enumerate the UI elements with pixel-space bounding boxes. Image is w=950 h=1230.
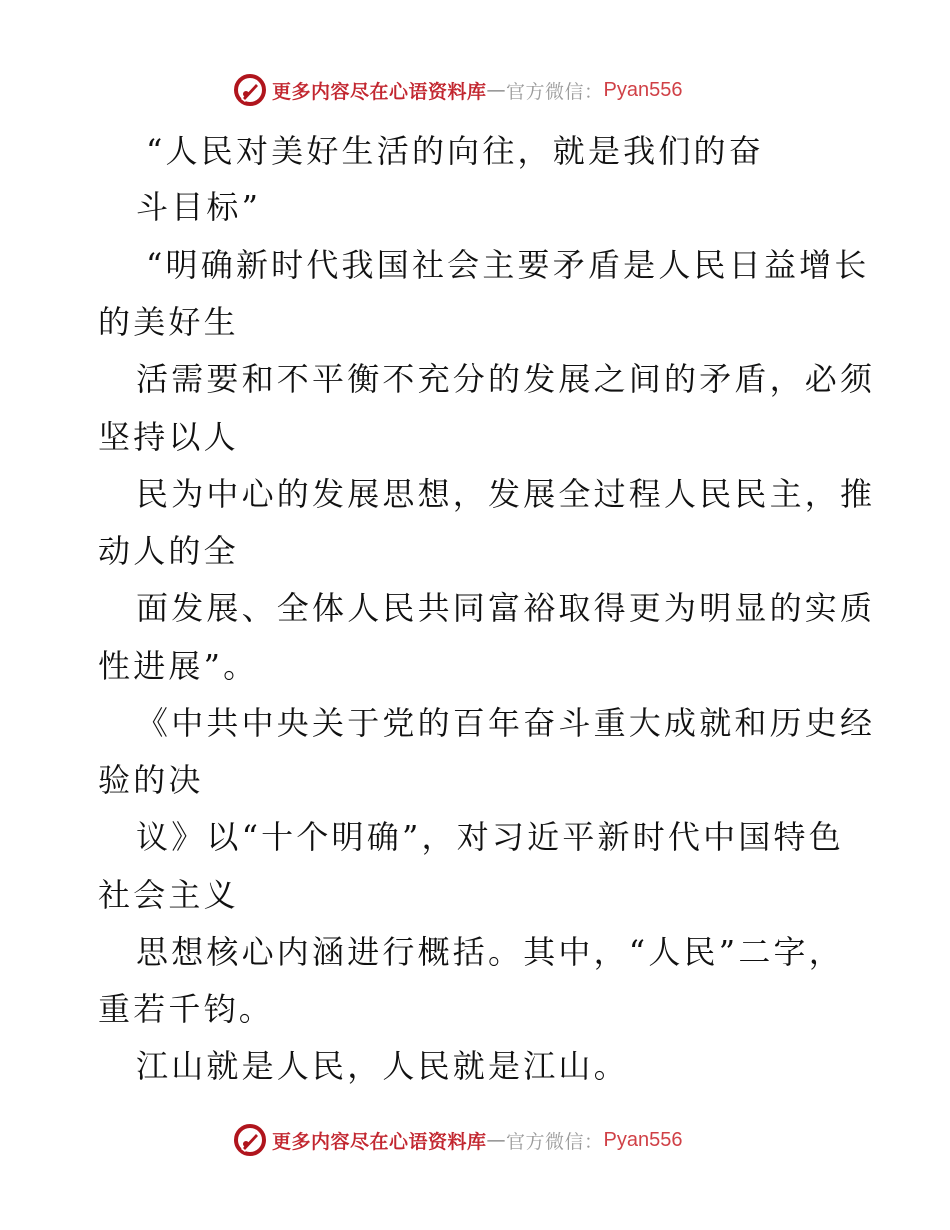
watermark-wechat-id: Pyan556 bbox=[603, 78, 683, 101]
text-line-7: 民为中心的发展思想，发展全过程人民民主，推 bbox=[136, 475, 876, 513]
text-line-2: 斗目标” bbox=[136, 188, 262, 226]
watermark-label: 官方微信： bbox=[506, 80, 604, 103]
text-line-15: 思想核心内涵进行概括。其中，“人民”二字， bbox=[136, 933, 844, 971]
text-line-14: 社会主义 bbox=[98, 876, 239, 914]
watermark-dash: — bbox=[486, 1129, 507, 1151]
text-line-9: 面发展、全体人民共同富裕取得更为明显的实质 bbox=[136, 589, 876, 627]
text-line-17: 江山就是人民，人民就是江山。 bbox=[136, 1047, 629, 1085]
pen-logo-icon bbox=[232, 72, 268, 108]
header-watermark bbox=[232, 72, 683, 108]
watermark-dash: — bbox=[486, 79, 507, 101]
text-line-3: “明确新时代我国社会主要矛盾是人民日益增长 bbox=[146, 246, 870, 284]
watermark-label: 官方微信： bbox=[506, 1130, 604, 1153]
text-line-12: 验的决 bbox=[98, 761, 204, 799]
text-line-5: 活需要和不平衡不充分的发展之间的矛盾，必须 bbox=[136, 360, 876, 398]
watermark-main-text: 更多内容尽在心语资料库 bbox=[272, 80, 487, 103]
text-line-16: 重若千钧。 bbox=[98, 990, 275, 1028]
watermark-wechat-id: Pyan556 bbox=[603, 1128, 683, 1151]
text-line-4: 的美好生 bbox=[98, 303, 239, 341]
watermark-main-text: 更多内容尽在心语资料库 bbox=[272, 1130, 487, 1153]
text-line-6: 坚持以人 bbox=[98, 418, 239, 456]
text-line-10: 性进展”。 bbox=[98, 647, 259, 685]
text-line-11: 《中共中央关于党的百年奋斗重大成就和历史经 bbox=[136, 704, 876, 742]
pen-logo-icon bbox=[232, 1122, 268, 1158]
text-line-1: “人民对美好生活的向往，就是我们的奋 bbox=[146, 132, 764, 170]
text-line-13: 议》以“十个明确”，对习近平新时代中国特色 bbox=[136, 818, 844, 856]
footer-watermark bbox=[232, 1122, 683, 1158]
text-line-8: 动人的全 bbox=[98, 532, 239, 570]
